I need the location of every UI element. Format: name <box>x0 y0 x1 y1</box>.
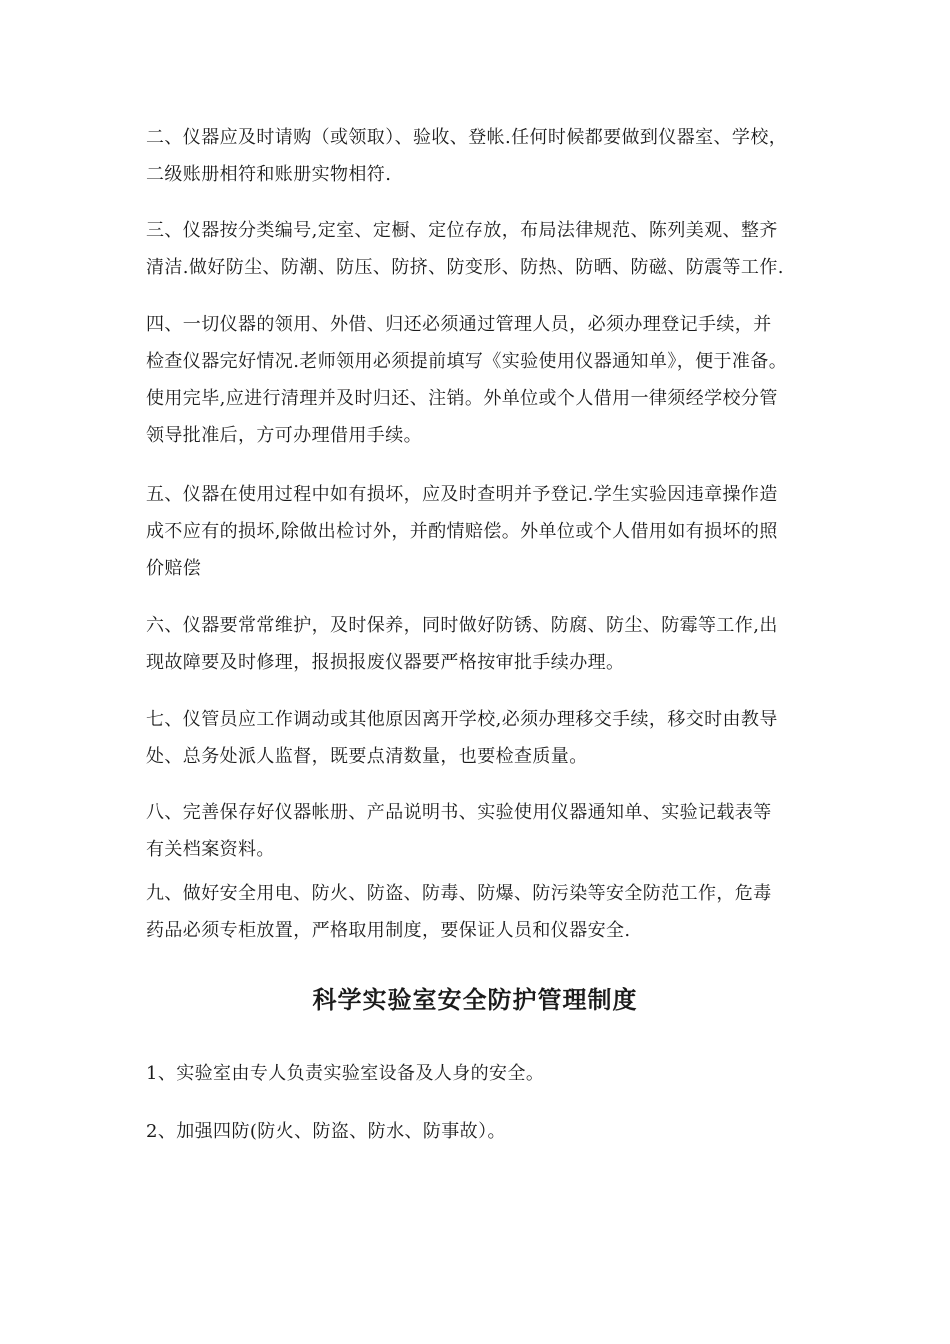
paragraph-6 <box>146 607 818 681</box>
paragraph-7 <box>146 701 818 775</box>
text-line: 药品必须专柜放置，严格取用制度，要保证人员和仪器安全. <box>146 920 631 941</box>
text-line: 检查仪器完好情况.老师领用必须提前填写《实验使用仪器通知单》，便于准备。 <box>146 351 788 372</box>
text-line: 四、一切仪器的领用、外借、归还必须通过管理人员，必须办理登记手续，并 <box>146 314 772 335</box>
paragraph-8 <box>146 794 818 868</box>
text-line: 七、仪管员应工作调动或其他原因离开学校,必须办理移交手续，移交时由教导 <box>146 709 778 730</box>
section-item-2 <box>146 1113 818 1150</box>
text-line: 二、仪器应及时请购（或领取）、验收、登帐.任何时候都要做到仪器室、学校， <box>146 127 788 148</box>
paragraph-5 <box>146 476 818 587</box>
text-line: 2、加强四防(防火、防盗、防水、防事故）。 <box>146 1121 506 1142</box>
text-line: 成不应有的损坏,除做出检讨外，并酌情赔偿。外单位或个人借用如有损坏的照 <box>146 521 778 542</box>
text-line: 二级账册相符和账册实物相符. <box>146 164 392 185</box>
section-title: 科学实验室安全防护管理制度 <box>312 986 638 1014</box>
text-line: 五、仪器在使用过程中如有损坏，应及时查明并予登记.学生实验因违章操作造 <box>146 484 778 505</box>
text-line: 八、完善保存好仪器帐册、产品说明书、实验使用仪器通知单、实验记载表等 <box>146 802 772 823</box>
text-line: 领导批准后，方可办理借用手续。 <box>146 425 422 446</box>
paragraph-4 <box>146 306 818 454</box>
text-line: 清洁.做好防尘、防潮、防压、防挤、防变形、防热、防晒、防磁、防震等工作. <box>146 257 784 278</box>
paragraph-2 <box>146 119 818 193</box>
text-line: 九、做好安全用电、防火、防盗、防毒、防爆、防污染等安全防范工作，危毒 <box>146 883 772 904</box>
text-line: 现故障要及时修理，报损报废仪器要严格按审批手续办理。 <box>146 652 625 673</box>
text-line: 1、实验室由专人负责实验室设备及人身的安全。 <box>146 1063 545 1084</box>
text-line: 处、总务处派人监督，既要点清数量，也要检查质量。 <box>146 746 588 767</box>
text-line: 有关档案资料。 <box>146 839 275 860</box>
text-line: 六、仪器要常常维护，及时保养，同时做好防锈、防腐、防尘、防霉等工作,出 <box>146 615 778 636</box>
text-line: 使用完毕,应进行清理并及时归还、注销。外单位或个人借用一律须经学校分管 <box>146 388 778 409</box>
text-line: 三、仪器按分类编号,定室、定橱、定位存放，布局法律规范、陈列美观、整齐 <box>146 220 778 241</box>
section-item-1 <box>146 1055 818 1092</box>
paragraph-3 <box>146 212 818 286</box>
text-line: 价赔偿 <box>146 558 202 579</box>
paragraph-9 <box>146 875 818 949</box>
